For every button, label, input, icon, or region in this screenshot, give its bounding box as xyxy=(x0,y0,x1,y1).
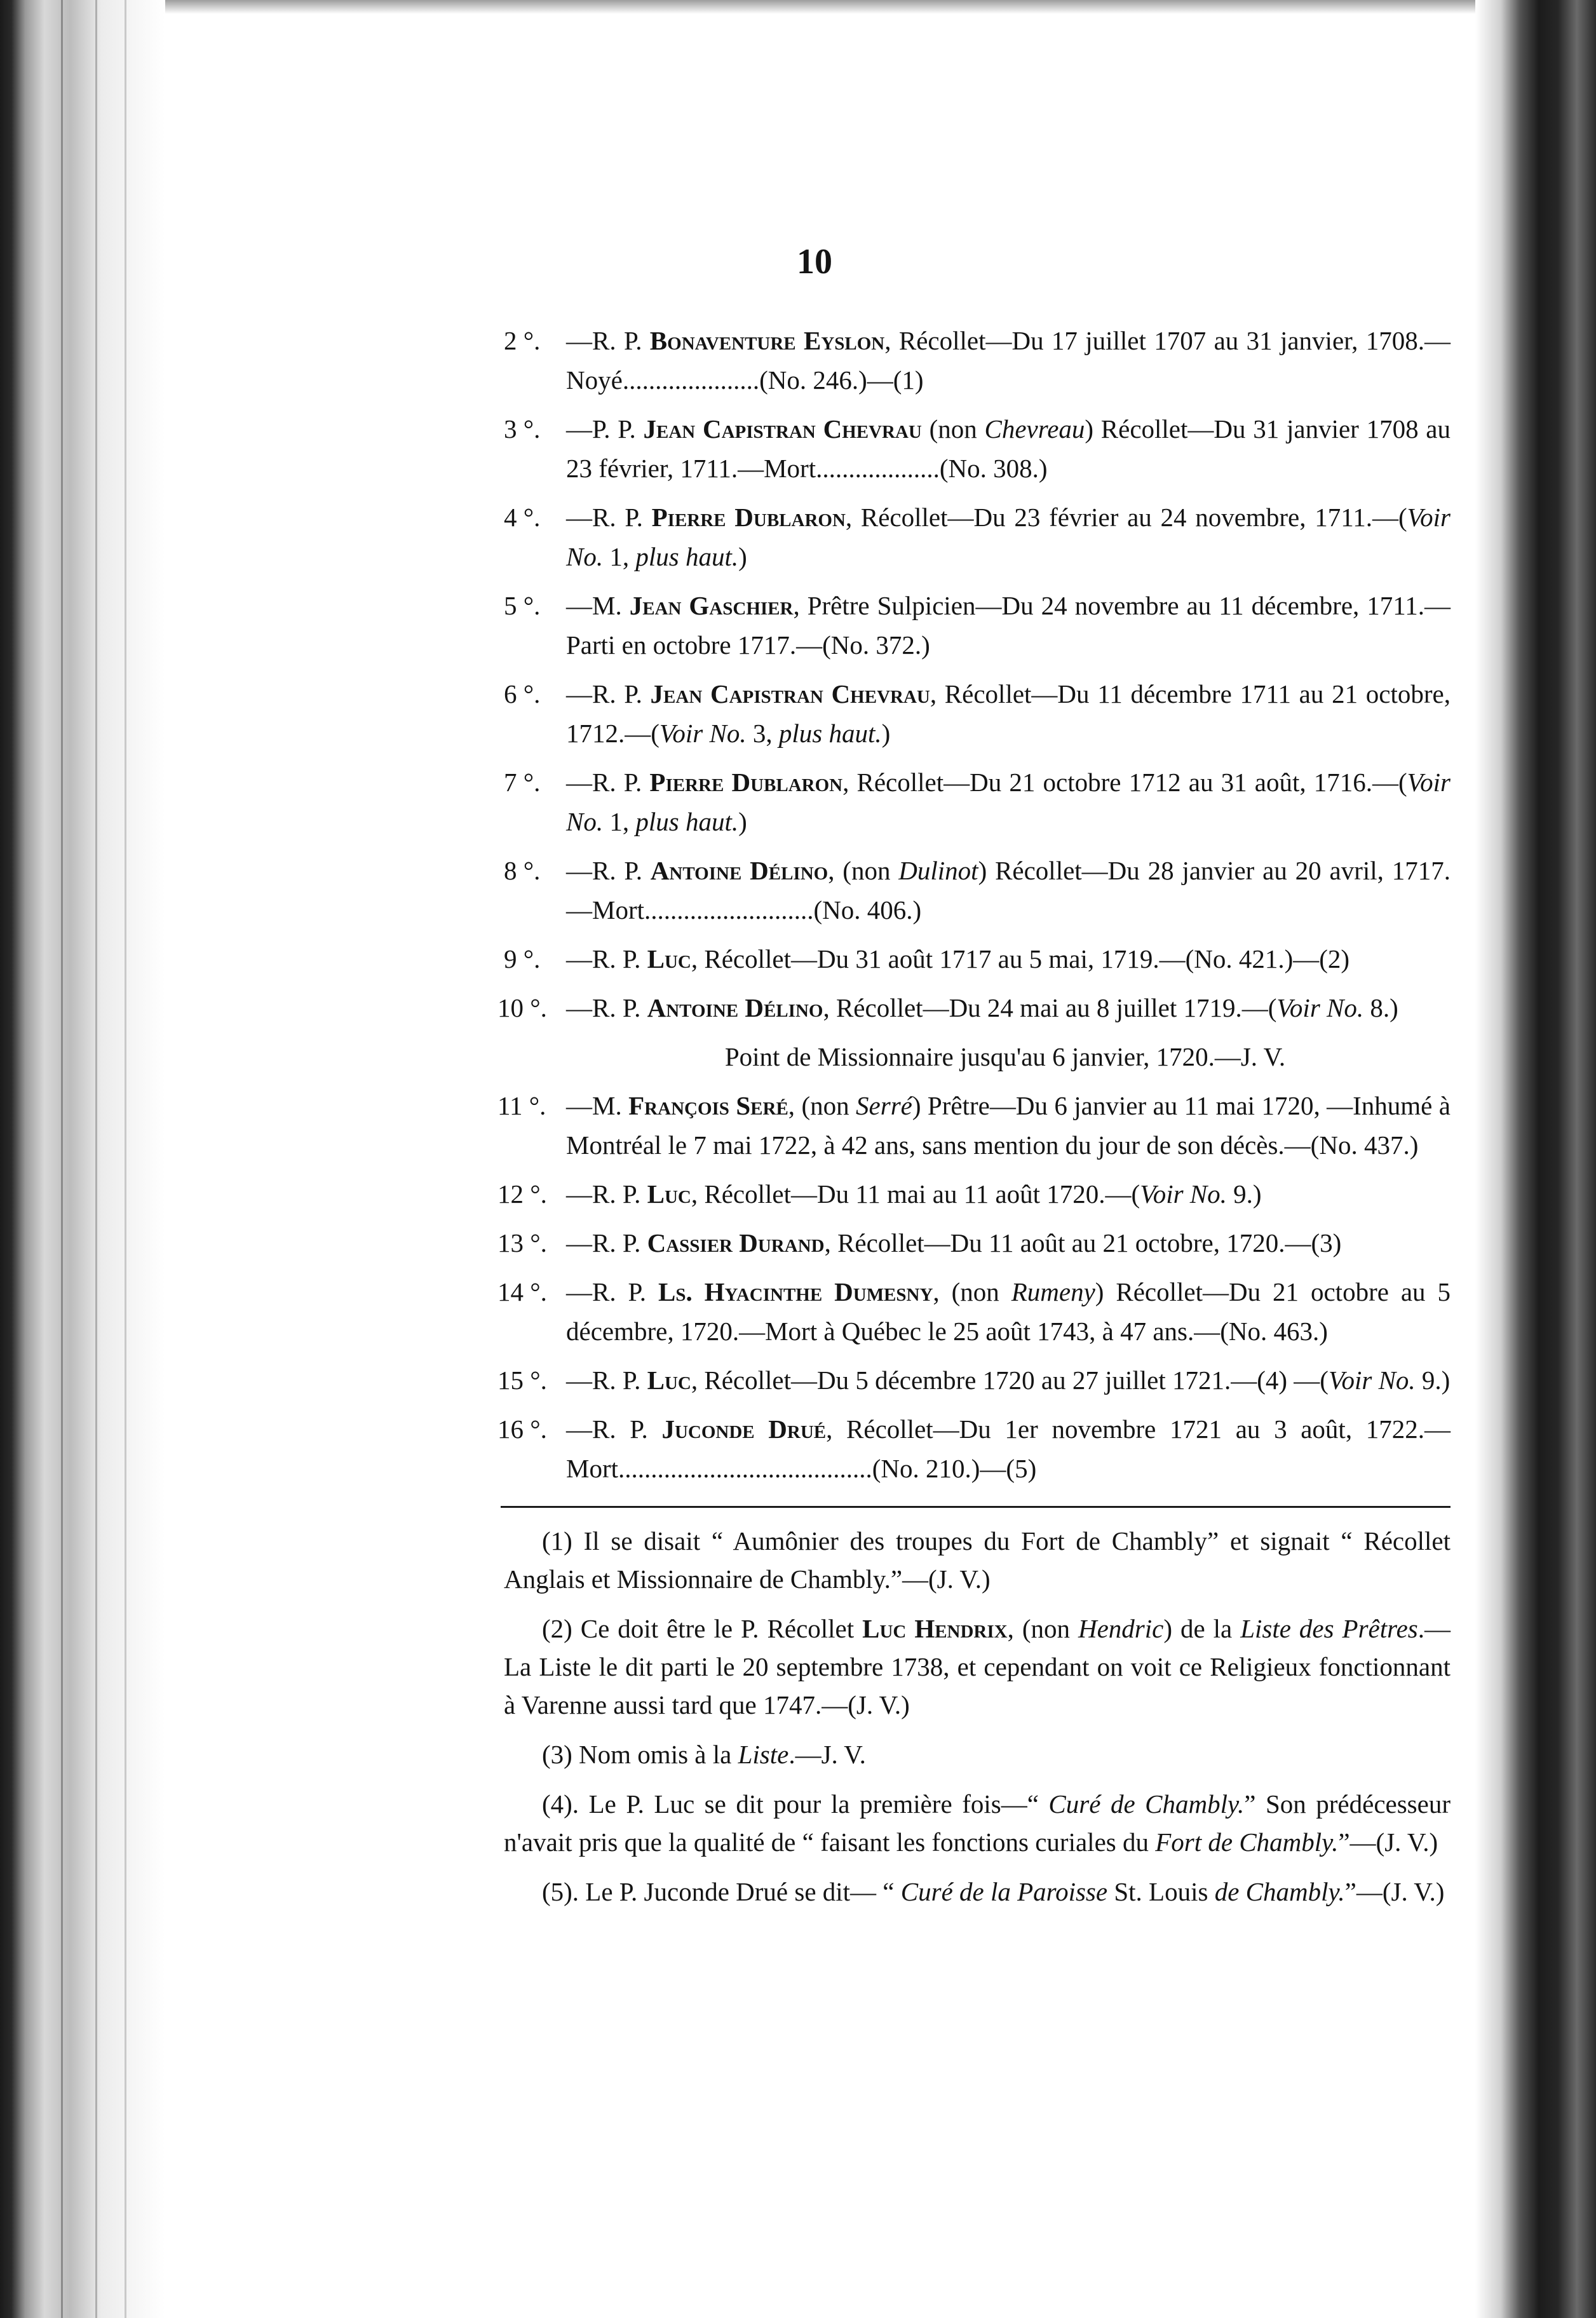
entry-text: , Récollet—Du 24 mai au 8 juillet 1719.—( xyxy=(823,993,1277,1022)
entry-reference: (No. 308.) xyxy=(939,454,1048,483)
cross-reference: plus haut. xyxy=(635,542,739,571)
footnote-text: ”—(J. V.) xyxy=(1338,1827,1438,1857)
cross-reference: Voir No. xyxy=(1328,1366,1416,1395)
page-fold-line xyxy=(61,0,63,2318)
footnote xyxy=(504,1522,1451,1598)
entry-text: , Récollet—Du 11 août au 21 octobre, 1720.—(3) xyxy=(824,1228,1342,1257)
entry-text: —R. P. xyxy=(566,944,647,973)
entry-text: , Récollet—Du 1er novembre 1721 au 3 août, 1722.—Mort xyxy=(566,1414,1451,1483)
person-name: Jean Gaschier xyxy=(629,591,794,620)
footnote-text: .—La Liste le dit parti le 20 septembre 1738, et cependant on voit ce Religieux fonctionnant à Varenne aussi tard que 1747.—(J. V.) xyxy=(504,1614,1451,1719)
scan-left-binding xyxy=(0,0,165,2318)
cross-reference: Liste xyxy=(738,1740,789,1769)
entry-text: —R. P. xyxy=(566,993,647,1022)
list-item xyxy=(497,988,1451,1027)
entry-number: 13 °. xyxy=(497,1228,547,1257)
quoted-title: Fort de Chambly. xyxy=(1155,1827,1339,1857)
entry-text: —R. P. xyxy=(566,768,650,797)
scan-top-shadow xyxy=(0,0,1596,14)
list-item xyxy=(504,939,1451,979)
person-name: Luc Hendrix xyxy=(862,1614,1008,1643)
entry-text: —P. P. xyxy=(566,414,644,444)
entry-text: —R. P. xyxy=(566,1277,658,1306)
alt-name: Dulinot xyxy=(898,856,978,885)
person-name: Bonaventure Eyslon xyxy=(649,326,885,355)
entry-number: 16 °. xyxy=(497,1414,547,1444)
leader-dots: ....................................... xyxy=(618,1454,872,1483)
list-item xyxy=(504,674,1451,753)
entry-text: —R. P. xyxy=(566,326,650,355)
footnote-text: (2) Ce doit être le P. Récollet xyxy=(542,1614,863,1643)
list-item xyxy=(504,586,1451,665)
entry-number: 8 °. xyxy=(504,856,541,885)
footnote xyxy=(504,1785,1451,1861)
entry-text: , Récollet—Du 17 juillet 1707 au 31 janvier, 1708.—Noyé xyxy=(566,326,1451,395)
person-name: Jean Capistran Chevrau xyxy=(643,414,922,444)
leader-dots: .......................... xyxy=(644,895,814,925)
entry-text: —R. P. xyxy=(566,1366,647,1395)
person-name: Ls. Hyacinthe Dumesny xyxy=(658,1277,933,1306)
list-item xyxy=(504,851,1451,930)
person-name: Cassier Durand xyxy=(647,1228,825,1257)
entry-text: ) Prêtre—Du 6 janvier au 11 mai 1720, —Inhumé à Montréal le 7 mai 1722, à 42 ans, sans mention du jour de son décès.—(No. 437.) xyxy=(566,1091,1451,1160)
person-name: Pierre Dublaron xyxy=(651,503,846,532)
entry-number: 14 °. xyxy=(497,1277,547,1306)
entry-text: —M. xyxy=(566,1091,629,1120)
entry-text: —R. P. xyxy=(566,1414,662,1444)
quoted-title: de Chambly. xyxy=(1214,1877,1345,1906)
entry-number: 6 °. xyxy=(504,679,541,708)
entry-number: 2 °. xyxy=(504,326,541,355)
alt-name: Serré xyxy=(856,1091,912,1120)
entry-text: —R. P. xyxy=(566,1179,647,1209)
alt-name: Chevreau xyxy=(984,414,1085,444)
entry-text: —R. P. xyxy=(566,1228,647,1257)
entry-text: , Récollet—Du 5 décembre 1720 au 27 juillet 1721.—(4) —( xyxy=(691,1366,1329,1395)
entry-text: 9.) xyxy=(1415,1366,1451,1395)
entry-text: , (non xyxy=(788,1091,856,1120)
entry-number: 4 °. xyxy=(504,503,541,532)
entry-text: ) xyxy=(738,807,747,836)
entry-text: , Récollet—Du 11 décembre 1711 au 21 octobre, 1712.—( xyxy=(566,679,1451,748)
entry-text: , Récollet—Du 11 mai au 11 août 1720.—( xyxy=(691,1179,1140,1209)
cross-reference: Voir No. xyxy=(566,503,1451,571)
list-item xyxy=(504,321,1451,400)
entry-number: 15 °. xyxy=(497,1366,547,1395)
page-fold-line xyxy=(125,0,126,2318)
entry-text: —R. P. xyxy=(566,679,651,708)
entry-text: —M. xyxy=(566,591,630,620)
entry-number: 11 °. xyxy=(497,1091,546,1120)
quoted-title: Curé de la Paroisse xyxy=(900,1877,1108,1906)
entry-text: —R. P. xyxy=(566,503,652,532)
footnote-text: , (non xyxy=(1007,1614,1078,1643)
person-name: François Seré xyxy=(628,1091,788,1120)
footnote xyxy=(504,1610,1451,1724)
list-item xyxy=(497,1409,1451,1488)
list-item xyxy=(497,1272,1451,1351)
entry-reference: (No. 210.)—(5) xyxy=(872,1454,1037,1483)
quoted-title: Curé de Chambly. xyxy=(1048,1789,1245,1819)
person-name: Juconde Drué xyxy=(661,1414,827,1444)
list-item xyxy=(504,409,1451,488)
alt-name: Hendric xyxy=(1078,1614,1164,1643)
footnote-text: (4). Le P. Luc se dit pour la première fois—“ xyxy=(542,1789,1049,1819)
footnote-text: St. Louis xyxy=(1107,1877,1215,1906)
entry-reference: (No. 246.)—(1) xyxy=(759,365,924,395)
cross-reference: Voir No. xyxy=(1276,993,1364,1022)
person-name: Luc xyxy=(647,1179,691,1209)
person-name: Antoine Délino xyxy=(650,856,828,885)
entry-text: —R. P. xyxy=(566,856,651,885)
entry-text: , Récollet—Du 21 octobre 1712 au 31 août, 1716.—( xyxy=(842,768,1407,797)
entry-reference: (No. 406.) xyxy=(813,895,922,925)
entry-text: ) Récollet—Du 28 janvier au 20 avril, 1717.—Mort xyxy=(566,856,1451,925)
cross-reference: Voir No. xyxy=(1140,1179,1227,1209)
entry-text: 9.) xyxy=(1226,1179,1262,1209)
cross-reference: plus haut. xyxy=(778,719,882,748)
cross-reference: Voir No. xyxy=(566,768,1451,836)
entry-number: 5 °. xyxy=(504,591,541,620)
list-item xyxy=(504,762,1451,841)
entry-text: 1, xyxy=(603,542,636,571)
list-item xyxy=(497,1086,1451,1165)
person-name: Pierre Dublaron xyxy=(649,768,843,797)
entry-text: ) Récollet—Du 31 janvier 1708 au 23 février, 1711.—Mort xyxy=(566,414,1451,483)
footnote-text: (1) Il se disait “ Aumônier des troupes du Fort de Chambly” et signait “ Récollet Anglais et Missionnaire de Chambly.”—(J. V.) xyxy=(504,1526,1451,1594)
list-item xyxy=(497,1174,1451,1214)
scan-right-edge xyxy=(1475,0,1596,2318)
footnote xyxy=(504,1873,1451,1911)
person-name: Antoine Délino xyxy=(647,993,823,1022)
entry-text: , (non xyxy=(828,856,899,885)
leader-dots: ..................... xyxy=(622,365,760,395)
entry-text: , Récollet—Du 23 février au 24 novembre, 1711.—( xyxy=(845,503,1407,532)
footnote-text: ” Son prédécesseur n'avait pris que la qualité de “ faisant les fonctions curiales du xyxy=(504,1789,1451,1857)
cross-reference: plus haut. xyxy=(635,807,739,836)
entry-text: 3, xyxy=(746,719,779,748)
document-body xyxy=(497,321,1451,1922)
person-name: Luc xyxy=(647,944,691,973)
list-item xyxy=(504,498,1451,576)
footnote-text: ”—(J. V.) xyxy=(1344,1877,1445,1906)
entry-text: (non xyxy=(921,414,985,444)
entry-text: ) Récollet—Du 21 octobre au 5 décembre, 1720.—Mort à Québec le 25 août 1743, à 47 ans.—(No. 463.) xyxy=(566,1277,1451,1346)
leader-dots: ................... xyxy=(816,454,940,483)
list-item xyxy=(497,1223,1451,1263)
footnote-text: ) de la xyxy=(1163,1614,1241,1643)
entry-text: 1, xyxy=(603,807,636,836)
page-number: 10 xyxy=(797,242,832,281)
page-fold-line xyxy=(95,0,97,2318)
footnote-text: .—J. V. xyxy=(788,1740,866,1769)
entry-number: 9 °. xyxy=(504,944,541,973)
entry-text: , Prêtre Sulpicien—Du 24 novembre au 11 décembre, 1711.—Parti en octobre 1717.—(No. 372.) xyxy=(566,591,1451,660)
interim-note: Point de Missionnaire jusqu'au 6 janvier, 1720.—J. V. xyxy=(724,1042,1286,1071)
cross-reference: Voir No. xyxy=(659,719,747,748)
entry-number: 12 °. xyxy=(497,1179,547,1209)
person-name: Jean Capistran Chevrau xyxy=(650,679,930,708)
alt-name: Rumeny xyxy=(1011,1277,1095,1306)
entry-text: , Récollet—Du 31 août 1717 au 5 mai, 1719.—(No. 421.)—(2) xyxy=(691,944,1350,973)
footnote-divider xyxy=(501,1506,1451,1508)
entry-text: , (non xyxy=(933,1277,1011,1306)
entry-text: 8.) xyxy=(1363,993,1398,1022)
entry-text: ) xyxy=(881,719,891,748)
footnote-text: (3) Nom omis à la xyxy=(542,1740,738,1769)
entry-number: 3 °. xyxy=(504,414,541,444)
entry-number: 10 °. xyxy=(497,993,547,1022)
list-item xyxy=(497,1360,1451,1400)
entry-number: 7 °. xyxy=(504,768,541,797)
person-name: Luc xyxy=(647,1366,691,1395)
footnote-text: (5). Le P. Juconde Drué se dit— “ xyxy=(542,1877,901,1906)
cross-reference: Liste des Prêtres xyxy=(1240,1614,1418,1643)
footnote xyxy=(504,1735,1451,1773)
entry-text: ) xyxy=(738,542,747,571)
